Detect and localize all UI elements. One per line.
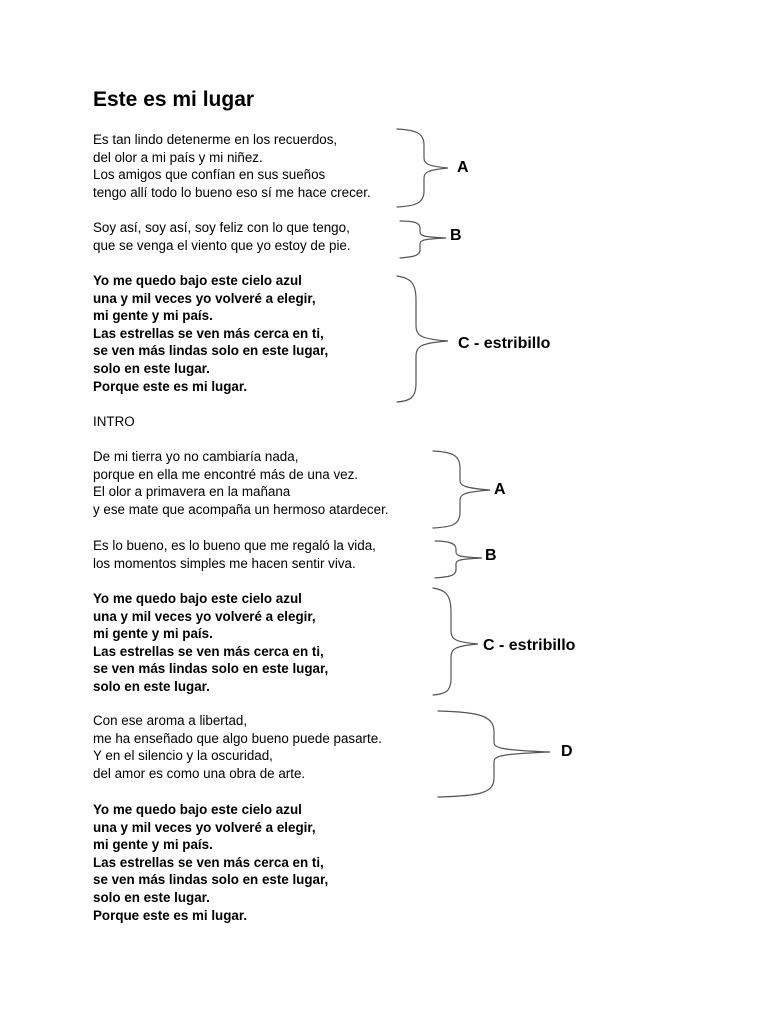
bracket-label-b-1: B	[450, 227, 462, 244]
lyric-line: una y mil veces yo volveré a elegir,	[93, 819, 316, 835]
lyric-line: INTRO	[93, 414, 135, 429]
lyric-line: mi gente y mi país.	[93, 308, 213, 324]
lyric-line: porque en ella me encontré más de una vez.	[93, 466, 359, 482]
bracket-label-c-1: C - estribillo	[458, 335, 551, 352]
brace-c-2	[433, 588, 478, 695]
lyric-line: mi gente y mi país.	[93, 837, 213, 853]
lyric-line: Yo me quedo bajo este cielo azul	[93, 802, 302, 817]
lyric-line: del olor a mi país y mi niñez.	[93, 149, 263, 165]
lyric-line: mi gente y mi país.	[93, 626, 213, 642]
brace-c-1	[397, 276, 448, 402]
brace-a-2	[433, 451, 490, 528]
lyric-line: los momentos simples me hacen sentir viva.	[93, 555, 356, 571]
lyric-line: Es lo bueno, es lo bueno que me regaló la vida,	[93, 538, 376, 553]
lyric-line: El olor a primavera en la mañana	[93, 484, 291, 500]
lyric-line: Yo me quedo bajo este cielo azul	[93, 591, 302, 606]
brace-b-1	[400, 221, 446, 258]
lyric-line: Los amigos que confían en sus sueños	[93, 167, 326, 183]
lyric-line: y ese mate que acompaña un hermoso atardecer.	[93, 501, 389, 517]
lyric-line: me ha enseñado que algo bueno puede pasarte.	[93, 730, 382, 746]
bracket-label-a-2: A	[494, 481, 506, 498]
lyric-line: Las estrellas se ven más cerca en ti,	[93, 854, 324, 870]
brace-a-1	[397, 129, 448, 207]
lyric-line: Porque este es mi lugar.	[93, 907, 248, 923]
lyric-line: solo en este lugar.	[93, 360, 210, 376]
lyric-line: Y en el silencio y la oscuridad,	[93, 748, 273, 764]
lyric-line: Porque este es mi lugar.	[93, 378, 248, 394]
lyric-line: De mi tierra yo no cambiaría nada,	[93, 449, 299, 464]
lyric-line: se ven más lindas solo en este lugar,	[93, 343, 329, 359]
lyric-line: que se venga el viento que yo estoy de pie.	[93, 237, 351, 253]
lyric-line: tengo allí todo lo bueno eso sí me hace crecer.	[93, 184, 371, 200]
brace-d-1	[438, 711, 550, 797]
brace-b-2	[435, 541, 482, 578]
bracket-label-b-2: B	[485, 547, 497, 564]
lyric-line: se ven más lindas solo en este lugar,	[93, 661, 329, 677]
lyric-line: una y mil veces yo volveré a elegir,	[93, 290, 316, 306]
lyric-line: Yo me quedo bajo este cielo azul	[93, 273, 302, 288]
bracket-label-d-1: D	[561, 743, 573, 760]
lyric-line: una y mil veces yo volveré a elegir,	[93, 608, 316, 624]
lyric-line: Con ese aroma a libertad,	[93, 713, 248, 728]
song-title: Este es mi lugar	[93, 88, 255, 111]
lyric-line: Las estrellas se ven más cerca en ti,	[93, 643, 324, 659]
lyric-line: solo en este lugar.	[93, 678, 210, 694]
lyric-line: Es tan lindo detenerme en los recuerdos,	[93, 132, 338, 147]
lyric-line: Las estrellas se ven más cerca en ti,	[93, 325, 324, 341]
bracket-label-a-1: A	[457, 159, 469, 176]
lyric-line: se ven más lindas solo en este lugar,	[93, 872, 329, 888]
lyric-line: Soy así, soy así, soy feliz con lo que tengo,	[93, 220, 350, 235]
lyric-line: del amor es como una obra de arte.	[93, 765, 306, 781]
bracket-label-c-2: C - estribillo	[483, 637, 576, 654]
lyric-line: solo en este lugar.	[93, 889, 210, 905]
